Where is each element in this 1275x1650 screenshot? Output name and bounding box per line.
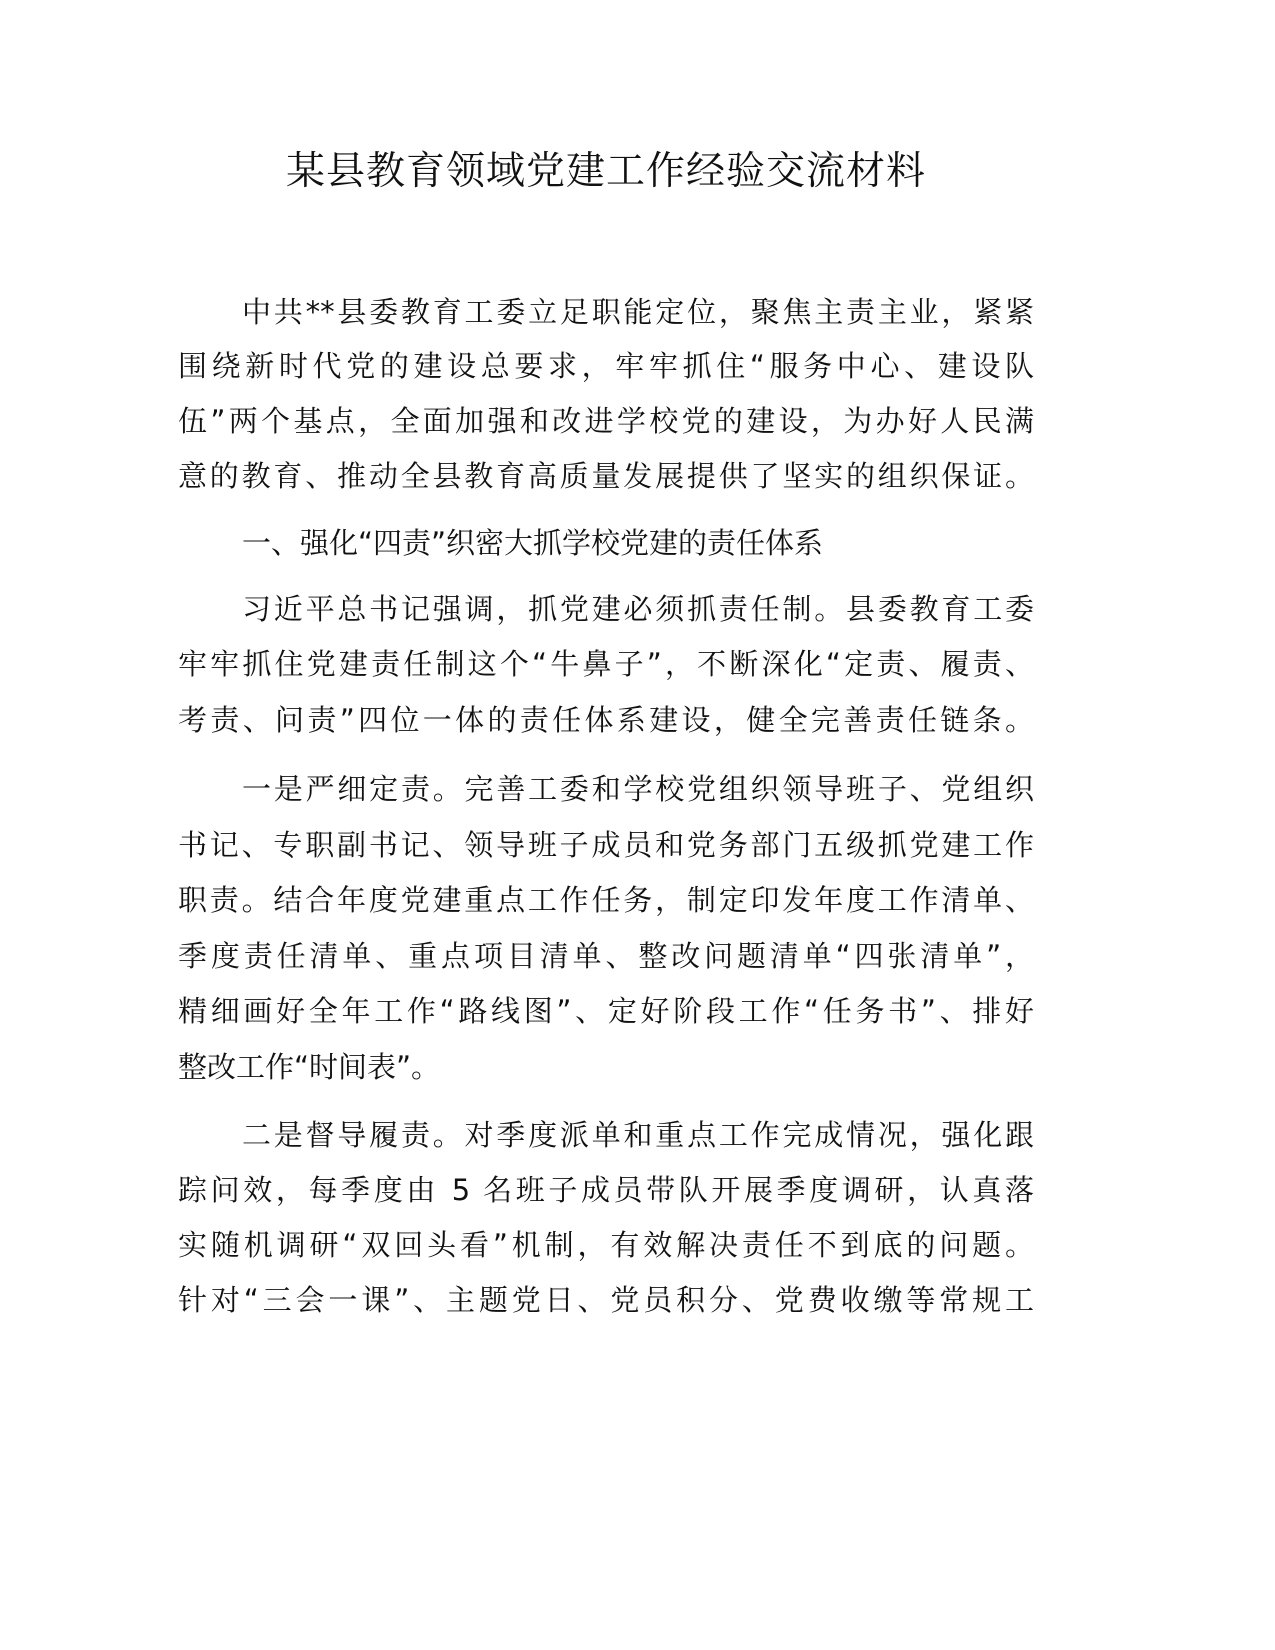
text-line: 实随机调研“双回头看”机制，有效解决责任不到底的问题。 (178, 1228, 1034, 1262)
text-line: 牢牢抓住党建责任制这个“牛鼻子”，不断深化“定责、履责、 (178, 647, 1034, 681)
text-line: 伍”两个基点，全面加强和改进学校党的建设，为办好人民满 (178, 404, 1034, 438)
document-title: 某县教育领域党建工作经验交流材料 (285, 149, 926, 194)
text-line: 中共**县委教育工委立足职能定位，聚焦主责主业，紧紧 (242, 295, 1034, 329)
text-line: 习近平总书记强调，抓党建必须抓责任制。县委教育工委 (242, 592, 1034, 626)
text-line: 职责。结合年度党建重点工作任务，制定印发年度工作清单、 (178, 883, 1034, 917)
text-line: 针对“三会一课”、主题党日、党员积分、党费收缴等常规工 (178, 1283, 1034, 1317)
text-line: 一、强化“四责”织密大抓学校党建的责任体系 (242, 526, 824, 560)
text-line: 二是督导履责。对季度派单和重点工作完成情况，强化跟 (242, 1118, 1034, 1152)
text-line: 一是严细定责。完善工委和学校党组织领导班子、党组织 (242, 772, 1034, 806)
text-line: 意的教育、推动全县教育高质量发展提供了坚实的组织保证。 (178, 459, 1034, 493)
text-line: 整改工作“时间表”。 (178, 1050, 441, 1084)
text-line: 精细画好全年工作“路线图”、定好阶段工作“任务书”、排好 (178, 994, 1034, 1028)
text-line: 考责、问责”四位一体的责任体系建设，健全完善责任链条。 (178, 703, 1034, 737)
text-line: 季度责任清单、重点项目清单、整改问题清单“四张清单”， (178, 939, 1034, 973)
text-line: 围绕新时代党的建设总要求，牢牢抓住“服务中心、建设队 (178, 349, 1034, 383)
text-line: 踪问效，每季度由 5 名班子成员带队开展季度调研，认真落 (178, 1173, 1034, 1207)
text-line: 书记、专职副书记、领导班子成员和党务部门五级抓党建工作 (178, 828, 1034, 862)
